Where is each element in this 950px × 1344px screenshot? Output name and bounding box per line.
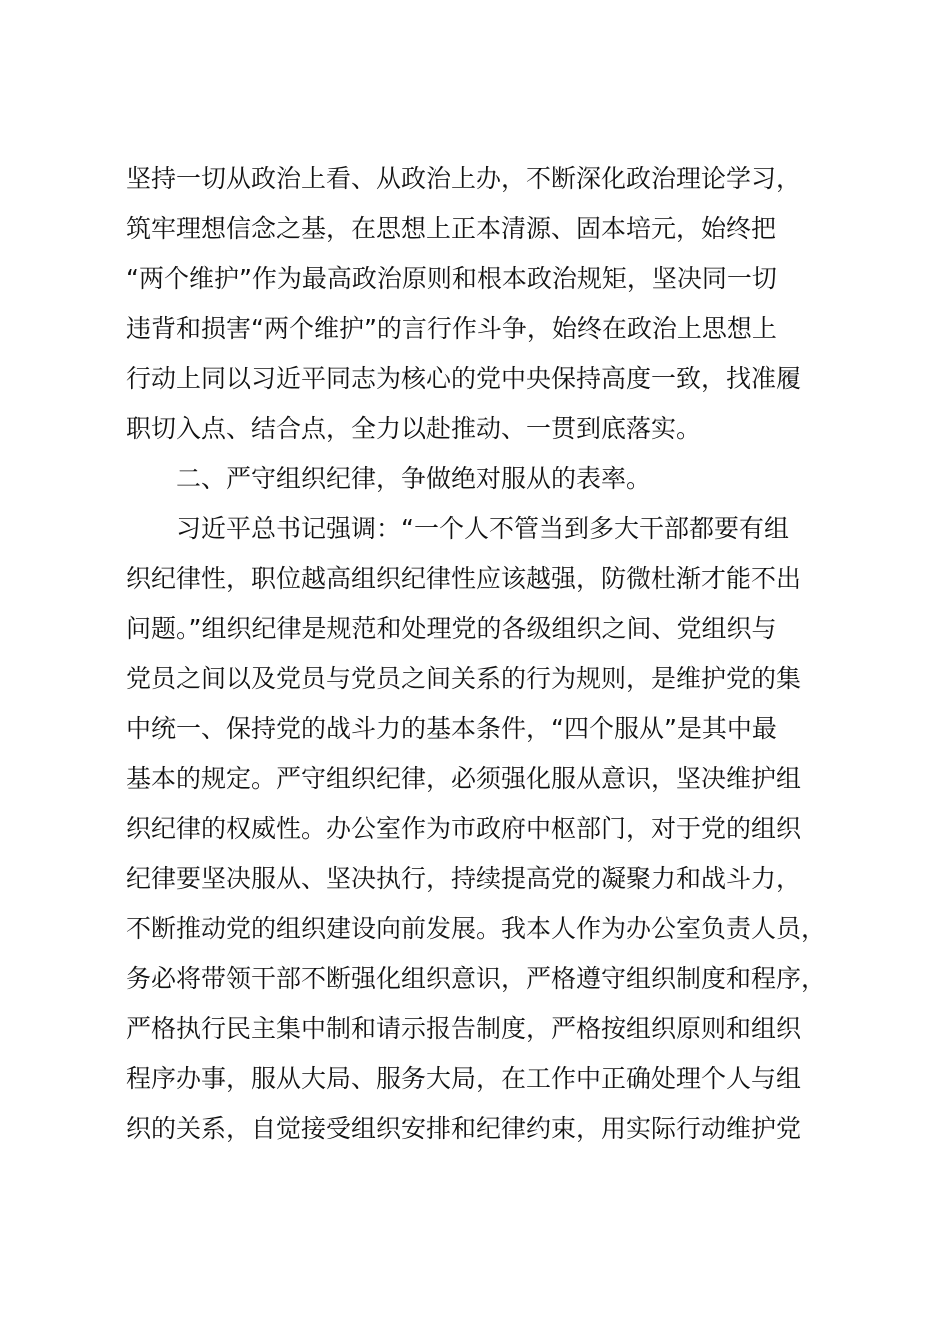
text-line: 中统一、保持党的战斗力的基本条件，“四个服从”是其中最 — [126, 714, 777, 743]
text-line: 基本的规定。严守组织纪律，必须强化服从意识，坚决维护组 — [126, 764, 802, 793]
section-heading: 二、严守组织纪律，争做绝对服从的表率。 — [176, 464, 652, 493]
text-line: 织纪律性，职位越高组织纪律性应该越强，防微杜渐才能不出 — [126, 564, 802, 593]
text-line: 党员之间以及党员与党员之间关系的行为规则，是维护党的集 — [126, 664, 802, 693]
text-line: 织的关系，自觉接受组织安排和纪律约束，用实际行动维护党 — [126, 1114, 802, 1143]
text-line: 务必将带领干部不断强化组织意识，严格遵守组织制度和程序， — [126, 964, 827, 993]
text-line: 坚持一切从政治上看、从政治上办，不断深化政治理论学习， — [126, 164, 802, 193]
text-line: 行动上同以习近平同志为核心的党中央保持高度一致，找准履 — [126, 364, 802, 393]
text-line: 不断推动党的组织建设向前发展。我本人作为办公室负责人员， — [126, 914, 827, 943]
text-line: 职切入点、结合点，全力以赴推动、一贯到底落实。 — [126, 414, 702, 443]
body-text — [126, 154, 846, 1154]
text-line: “两个维护”作为最高政治原则和根本政治规矩，坚决同一切 — [126, 264, 777, 293]
text-line: 严格执行民主集中制和请示报告制度，严格按组织原则和组织 — [126, 1014, 802, 1043]
text-line: 织纪律的权威性。办公室作为市政府中枢部门，对于党的组织 — [126, 814, 802, 843]
text-line: 问题。”组织纪律是规范和处理党的各级组织之间、党组织与 — [126, 614, 777, 643]
text-line: 筑牢理想信念之基，在思想上正本清源、固本培元，始终把 — [126, 214, 777, 243]
text-line: 程序办事，服从大局、服务大局，在工作中正确处理个人与组 — [126, 1064, 802, 1093]
text-line: 纪律要坚决服从、坚决执行，持续提高党的凝聚力和战斗力， — [126, 864, 802, 893]
text-line: 违背和损害“两个维护”的言行作斗争，始终在政治上思想上 — [126, 314, 777, 343]
text-line: 习近平总书记强调：“一个人不管当到多大干部都要有组 — [176, 514, 789, 543]
